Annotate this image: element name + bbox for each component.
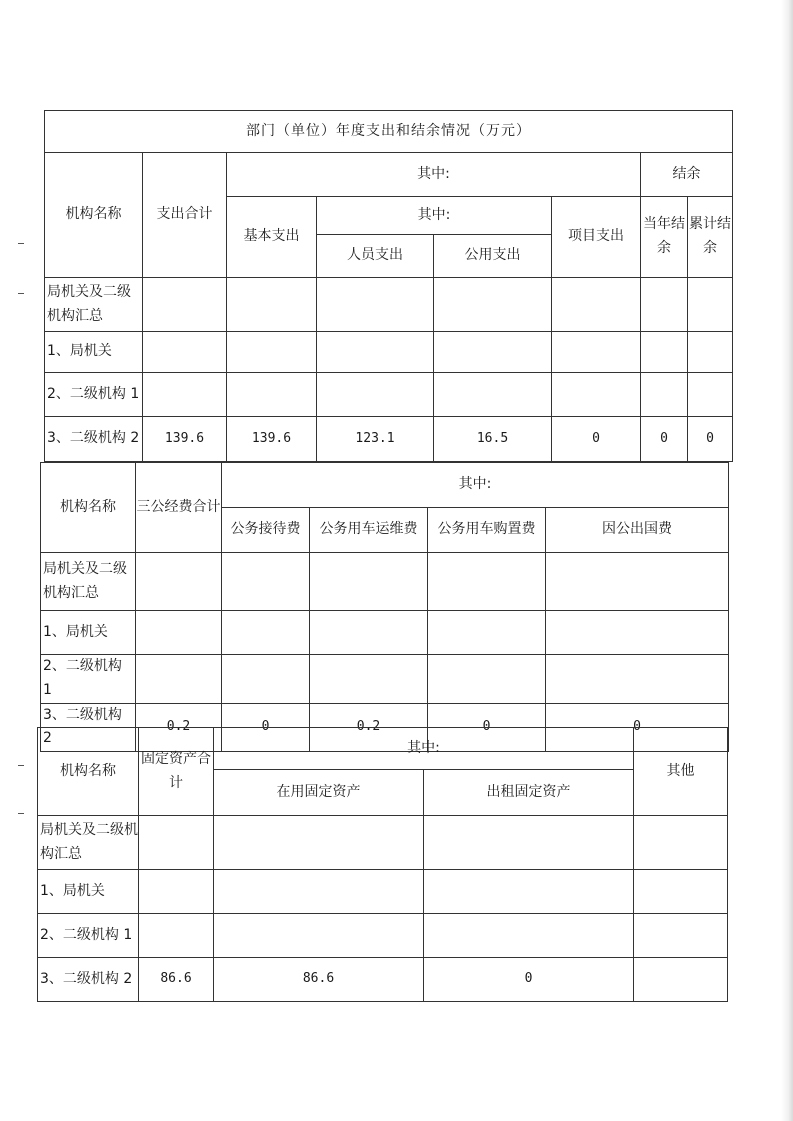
cell-rented [424, 914, 634, 958]
cell-public [434, 332, 552, 373]
margin-mark [18, 765, 24, 766]
cell-personnel [317, 332, 434, 373]
cell-reception [222, 611, 310, 655]
cell-total [136, 655, 222, 704]
row-name: 局机关及二级机构汇总 [41, 553, 136, 611]
cell-basic [227, 373, 317, 417]
cell-in-use [214, 870, 424, 914]
table-title: 部门（单位）年度支出和结余情况（万元） [45, 111, 733, 153]
header-basic-of-which: 其中: [317, 197, 552, 235]
row-name: 2、二级机构 1 [38, 914, 139, 958]
table-row [41, 655, 729, 704]
cell-rented: 0 [424, 958, 634, 1002]
cell-reception: 0 [222, 703, 310, 752]
cell-vehicle-ops [310, 553, 428, 611]
cell-year-balance [641, 332, 688, 373]
cell-in-use [214, 816, 424, 870]
cell-reception [222, 553, 310, 611]
cell-vehicle-ops: 0.2 [310, 703, 428, 752]
table-row [45, 417, 733, 462]
header-reception: 公务接待费 [222, 508, 310, 553]
header-of-which: 其中: [214, 728, 634, 770]
cell-abroad [546, 553, 729, 611]
table-row [45, 278, 733, 332]
cell-cum-balance [688, 332, 733, 373]
cell-year-balance: 0 [641, 417, 688, 462]
expenditure-balance-table [44, 110, 733, 462]
header-assets-rented: 出租固定资产 [424, 770, 634, 816]
cell-abroad [546, 655, 729, 704]
table-row [38, 914, 728, 958]
header-public-expenditure: 公用支出 [434, 235, 552, 278]
table-row [38, 870, 728, 914]
header-expenditure-total: 支出合计 [143, 153, 227, 278]
header-of-which: 其中: [227, 153, 641, 197]
row-name: 局机关及二级机构汇总 [38, 816, 139, 870]
cell-public: 16.5 [434, 417, 552, 462]
cell-vehicle-purchase: 0 [428, 703, 546, 752]
cell-other [634, 870, 728, 914]
cell-abroad: 0 [546, 703, 729, 752]
table-row [45, 332, 733, 373]
cell-other [634, 958, 728, 1002]
fixed-assets-table [37, 727, 728, 1002]
cell-vehicle-purchase [428, 655, 546, 704]
header-fixed-assets-total: 固定资产合计 [139, 728, 214, 816]
cell-total [136, 611, 222, 655]
cell-personnel: 123.1 [317, 417, 434, 462]
margin-mark [18, 813, 24, 814]
cell-vehicle-purchase [428, 553, 546, 611]
table-row [38, 816, 728, 870]
cell-project [552, 373, 641, 417]
row-name: 局机关及二级机构汇总 [45, 278, 143, 332]
cell-rented [424, 816, 634, 870]
cell-basic [227, 332, 317, 373]
header-personnel-expenditure: 人员支出 [317, 235, 434, 278]
cell-abroad [546, 611, 729, 655]
header-other: 其他 [634, 728, 728, 816]
header-of-which: 其中: [222, 463, 729, 508]
cell-in-use: 86.6 [214, 958, 424, 1002]
header-assets-in-use: 在用固定资产 [214, 770, 424, 816]
cell-basic [227, 278, 317, 332]
cell-total [143, 332, 227, 373]
header-three-public-total: 三公经费合计 [136, 463, 222, 553]
cell-total [139, 914, 214, 958]
table-row [45, 373, 733, 417]
row-name: 3、二级机构 2 [38, 958, 139, 1002]
cell-cum-balance [688, 373, 733, 417]
cell-total [136, 553, 222, 611]
row-name: 1、局机关 [38, 870, 139, 914]
cell-total: 86.6 [139, 958, 214, 1002]
table-row [38, 958, 728, 1002]
row-name: 2、二级机构 1 [41, 655, 136, 704]
cell-other [634, 914, 728, 958]
header-org-name: 机构名称 [38, 728, 139, 816]
margin-mark [18, 293, 24, 294]
header-org-name: 机构名称 [45, 153, 143, 278]
row-name: 1、局机关 [45, 332, 143, 373]
row-name: 1、局机关 [41, 611, 136, 655]
cell-total [139, 816, 214, 870]
row-name: 2、二级机构 1 [45, 373, 143, 417]
cell-other [634, 816, 728, 870]
cell-cum-balance: 0 [688, 417, 733, 462]
cell-basic: 139.6 [227, 417, 317, 462]
cell-vehicle-ops [310, 655, 428, 704]
header-official-abroad: 因公出国费 [546, 508, 729, 553]
header-vehicle-purchase: 公务用车购置费 [428, 508, 546, 553]
cell-total [139, 870, 214, 914]
cell-cum-balance [688, 278, 733, 332]
margin-mark [18, 243, 24, 244]
cell-reception [222, 655, 310, 704]
header-cumulative-balance: 累计结余 [688, 197, 733, 278]
table-row [41, 611, 729, 655]
header-project-expenditure: 项目支出 [552, 197, 641, 278]
cell-project: 0 [552, 417, 641, 462]
header-balance: 结余 [641, 153, 733, 197]
cell-total: 139.6 [143, 417, 227, 462]
cell-vehicle-purchase [428, 611, 546, 655]
header-basic-expenditure: 基本支出 [227, 197, 317, 278]
row-name: 3、二级机构 2 [41, 703, 136, 752]
cell-public [434, 373, 552, 417]
table-row [41, 553, 729, 611]
cell-total: 0.2 [136, 703, 222, 752]
cell-public [434, 278, 552, 332]
page-edge-shadow [781, 0, 793, 1121]
cell-total [143, 278, 227, 332]
cell-rented [424, 870, 634, 914]
header-org-name: 机构名称 [41, 463, 136, 553]
cell-personnel [317, 278, 434, 332]
header-vehicle-operation: 公务用车运维费 [310, 508, 428, 553]
cell-personnel [317, 373, 434, 417]
three-public-expenses-table [40, 462, 729, 752]
cell-year-balance [641, 278, 688, 332]
cell-project [552, 332, 641, 373]
cell-project [552, 278, 641, 332]
cell-in-use [214, 914, 424, 958]
cell-total [143, 373, 227, 417]
header-year-balance: 当年结余 [641, 197, 688, 278]
cell-vehicle-ops [310, 611, 428, 655]
cell-year-balance [641, 373, 688, 417]
row-name: 3、二级机构 2 [45, 417, 143, 462]
